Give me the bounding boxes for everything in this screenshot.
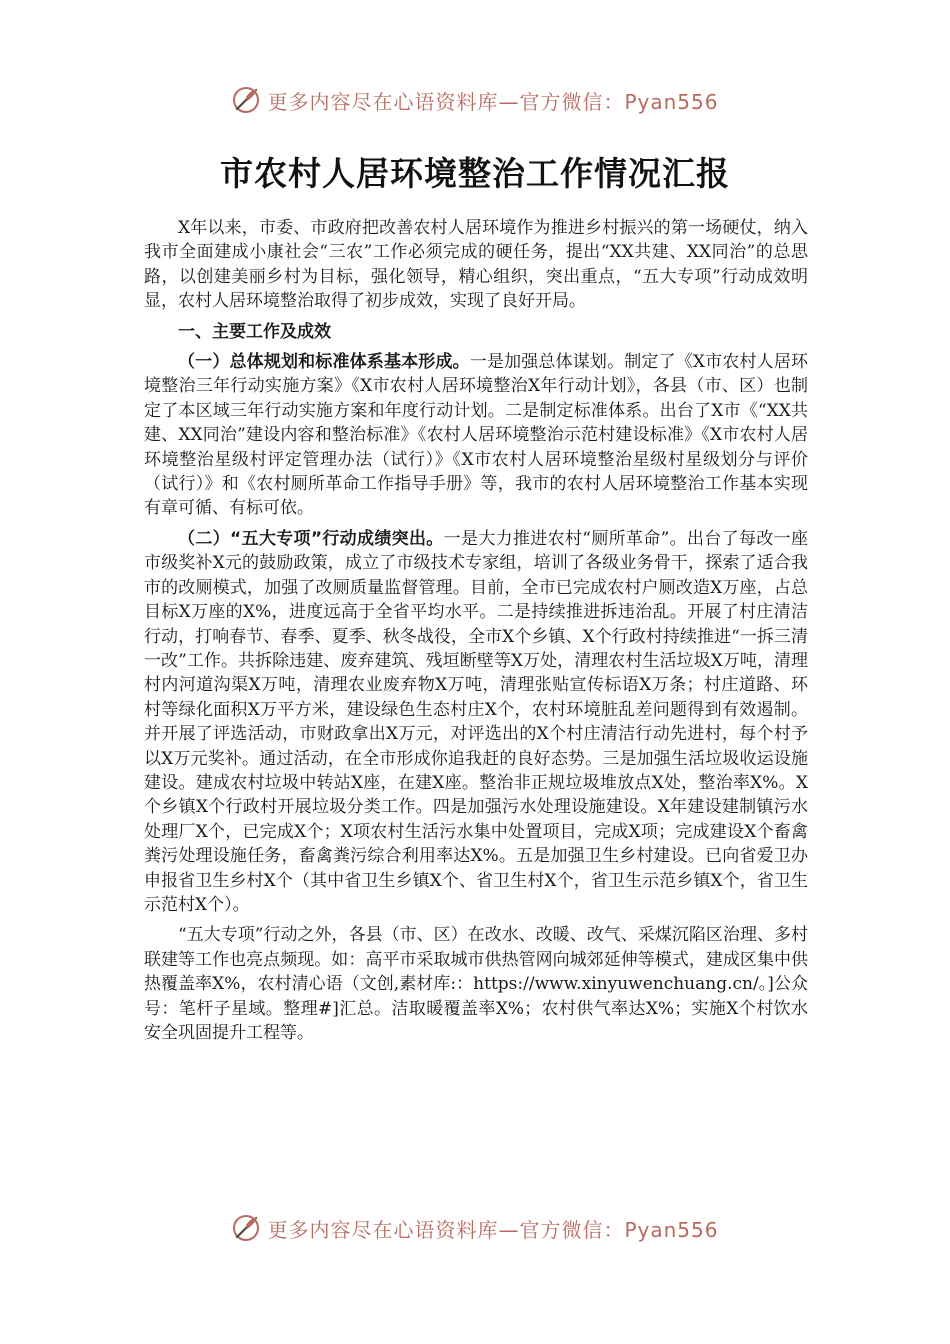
closing-paragraph: “五大专项”行动之外，各县（市、区）在改水、改暖、改气、采煤沉陷区治理、多村联建等工作也亮点频现。如：高平市采取城市供热管网向城郊延伸等模式，建成区集中供热覆盖率X%，农村清心语（文创,素材库:：https://www.xinyuwenchuang.cn/。]公众号：笔杆子星域。整理#]汇总。洁取暖覆盖率X%；农村供气率达X%；实施X个村饮水安全巩固提升工程等。 (144, 925, 808, 1043)
item2-lead: （二）“五大专项”行动成绩突出。 (178, 528, 444, 549)
document-title: 市农村人居环境整治工作情况汇报 (220, 154, 730, 193)
footer-banner-text: 更多内容尽在心语资料库—官方微信：Pyan556 (267, 1217, 719, 1242)
quill-logo-icon (231, 85, 261, 115)
document-body (144, 216, 808, 1045)
section-heading: 一、主要工作及成效 (178, 321, 331, 342)
item1-paragraph (144, 350, 808, 521)
intro-paragraph: X年以来，市委、市政府把改善农村人居环境作为推进乡村振兴的第一场硬仗，纳入我市全面建成小康社会“三农”工作必须完成的硬任务，提出“XX共建、XX同治”的总思路，以创建美丽乡村为目标，强化领导，精心组织，突出重点，“五大专项”行动成效明显，农村人居环境整治取得了初步成效，实现了良好开局。 (144, 218, 808, 312)
item1-body: 一是加强总体谋划。制定了《X市农村人居环境整治三年行动实施方案》《X市农村人居环境整治X年行动计划》，各县（市、区）也制定了本区域三年行动实施方案和年度行动计划。二是制定标准体系。出台了X市《“XX共建、XX同治”建设内容和整治标准》《农村人居环境整治示范村建设标准》《X市农村人居环境整治星级村评定管理办法（试行）》《X市农村人居环境整治星级村星级划分与评价（试行）》和《农村厕所革命工作指导手册》等，我市的农村人居环境整治工作基本实现有章可循、有标可依。 (144, 352, 808, 519)
header-banner (0, 80, 950, 120)
item2-body: 一是大力推进农村“厕所革命”。出台了每改一座市级奖补X元的鼓励政策，成立了市级技术专家组，培训了各级业务骨干，探索了适合我市的改厕模式，加强了改厕质量监督管理。目前，全市已完成农村户厕改造X万座，占总目标X万座的X%，进度远高于全省平均水平。二是持续推进拆违治乱。开展了村庄清洁行动，打响春节、春季、夏季、秋冬战役，全市X个乡镇、X个行政村持续推进“一拆三清一改”工作。共拆除违建、废弃建筑、残垣断壁等X万处，清理农村生活垃圾X万吨，清理村内河道沟渠X万吨，清理农业废弃物X万吨，清理张贴宣传标语X万条；村庄道路、环村等绿化面积X万平方米，建设绿色生态村庄X个，农村环境脏乱差问题得到有效遏制。并开展了评选活动，市财政拿出X万元，对评选出的X个村庄清洁行动先进村，每个村予以X万元奖补。通过活动，在全市形成你追我赶的良好态势。三是加强生活垃圾收运设施建设。建成农村垃圾中转站X座，在建X座。整治非正规垃圾堆放点X处，整治率X%。X个乡镇X个行政村开展垃圾分类工作。四是加强污水处理设施建设。X年建设建制镇污水处理厂X个，已完成X个；X项农村生活污水集中处置项目，完成X项；完成建设X个畜禽粪污处理设施任务，畜禽粪污综合利用率达X%。五是加强卫生乡村建设。已向省爱卫办申报省卫生乡村X个（其中省卫生乡镇X个、省卫生村X个，省卫生示范乡镇X个，省卫生示范村X个）。 (144, 528, 808, 915)
item2-paragraph (144, 527, 808, 918)
item1-lead: （一）总体规划和标准体系基本形成。 (178, 352, 470, 373)
quill-logo-icon (231, 1213, 261, 1243)
header-banner-text: 更多内容尽在心语资料库—官方微信：Pyan556 (267, 89, 719, 114)
footer-banner (0, 1208, 950, 1248)
